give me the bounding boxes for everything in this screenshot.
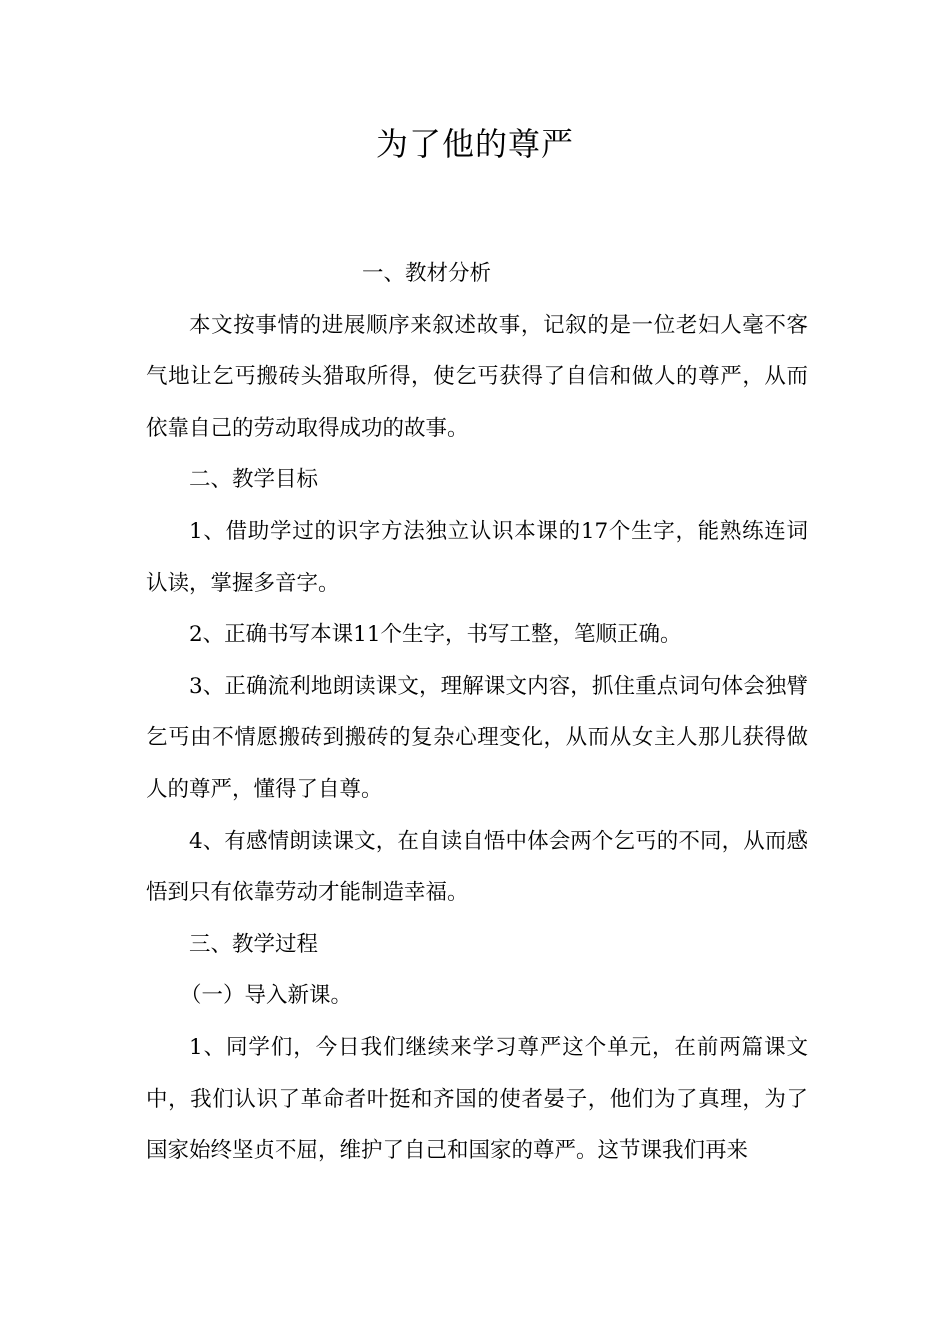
process-item-1: 1、同学们，今日我们继续来学习尊严这个单元，在前两篇课文中，我们认识了革命者叶挺和齐国的使者晏子，他们为了真理，为了国家始终坚贞不屈，维护了自己和国家的尊严。这节课我们再来 bbox=[146, 1034, 808, 1164]
subheading-introduce-lesson: （一）导入新课。 bbox=[180, 983, 353, 1009]
section-heading-teaching-process: 三、教学过程 bbox=[189, 931, 319, 957]
section-heading-textbook-analysis: 一、教材分析 bbox=[362, 261, 492, 286]
goal-item-3: 3、正确流利地朗读课文，理解课文内容，抓住重点词句体会独臂乞丐由不情愿搬砖到搬砖的复杂心理变化，从而从女主人那儿获得做人的尊严，懂得了自尊。 bbox=[146, 673, 808, 802]
document-title: 为了他的尊严 bbox=[375, 125, 574, 163]
section-heading-teaching-goals: 二、教学目标 bbox=[189, 467, 319, 493]
goal-item-1: 1、借助学过的识字方法独立认识本课的17个生字，能熟练连词认读，掌握多音字。 bbox=[146, 518, 808, 596]
goal-item-4: 4、有感情朗读课文，在自读自悟中体会两个乞丐的不同，从而感悟到只有依靠劳动才能制造幸福。 bbox=[146, 828, 808, 906]
document-body bbox=[146, 248, 808, 1177]
goal-item-2: 2、正确书写本课11个生字，书写工整，笔顺正确。 bbox=[189, 622, 682, 648]
paragraph-analysis: 本文按事情的进展顺序来叙述故事，记叙的是一位老妇人毫不客气地让乞丐搬砖头猎取所得，使乞丐获得了自信和做人的尊严，从而依靠自己的劳动取得成功的故事。 bbox=[146, 312, 808, 441]
